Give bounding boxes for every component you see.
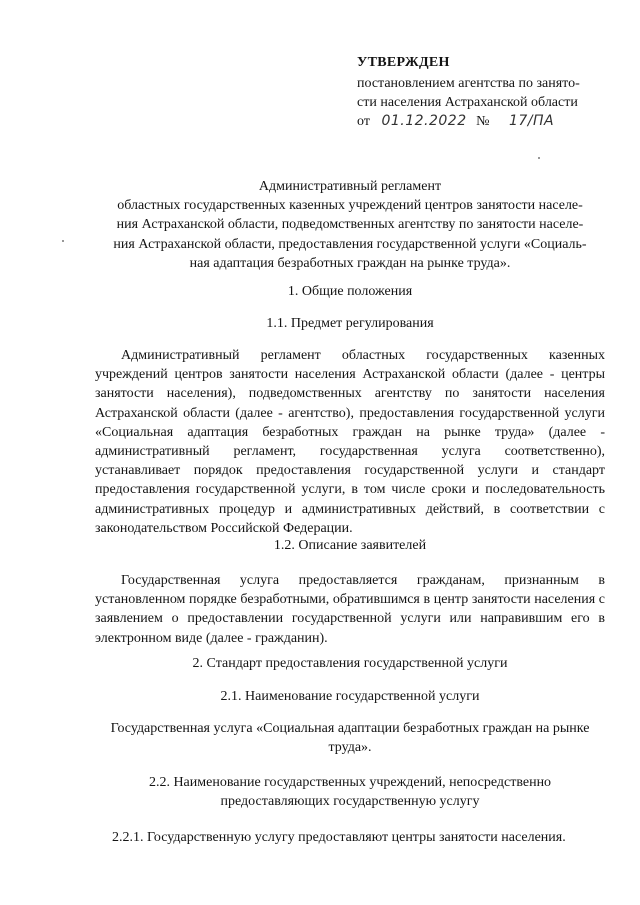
document-title-line-5: ная адаптация безработных граждан на рынке труда». xyxy=(189,255,511,271)
approval-date: 01.12.2022 xyxy=(381,113,467,129)
document-title-line-3: ния Астраханской области, подведомственных агентству по занятости населе- xyxy=(116,217,584,233)
document-title xyxy=(95,177,605,273)
paragraph-providers: 2.2.1. Государственную услугу предоставляют центры занятости населения. xyxy=(112,830,566,845)
scan-speck xyxy=(538,157,540,159)
approval-number-sign: № xyxy=(476,114,490,129)
approval-line-2: сти населения Астраханской области xyxy=(357,95,578,110)
paragraph-service-name: Государственная услуга «Социальная адаптации безработных граждан на рынке труда». xyxy=(110,721,590,756)
section-2-heading: 2. Стандарт предоставления государственной услуги xyxy=(192,656,508,671)
approval-number: 17/ПА xyxy=(508,113,555,129)
approval-stamp xyxy=(357,53,617,131)
approval-date-prefix: от xyxy=(357,114,370,129)
scan-speck xyxy=(62,240,64,242)
approval-date-line xyxy=(357,112,617,131)
document-title-line-4: ния Астраханской области, предоставления государственной услуги «Социаль- xyxy=(113,236,587,252)
section-1-2-heading: 1.2. Описание заявителей xyxy=(273,538,427,553)
approval-title: УТВЕРЖДЕН xyxy=(357,55,450,70)
paragraph-applicants: Государственная услуга предоставляется гражданам, признанным в установленном порядке безработными, обратившимся в центр занятости населения с заявлением о предоставлении государственной услуги или направившим его в электронном виде (далее - гражданин). xyxy=(95,573,605,646)
document-title-line-2: областных государственных казенных учреждений центров занятости населе- xyxy=(117,198,583,214)
section-1-heading: 1. Общие положения xyxy=(287,284,413,299)
document-title-line-1: Административный регламент xyxy=(258,179,442,194)
section-2-2-heading: 2.2. Наименование государственных учреждений, непосредственно предоставляющих государственную услугу xyxy=(148,775,552,809)
section-2-1-heading: 2.1. Наименование государственной услуги xyxy=(220,689,480,704)
paragraph-subject: Административный регламент областных государственных казенных учреждений центров занятости населения Астраханской области (далее - центры занятости населения), подведомственных агентству по занятости населения Астраханской области (далее - агентство), предоставления государственной услуги «Социальная адаптация безработных граждан на рынке труда» (далее - административный регламент, государственная услуга соответственно), устанавливает порядок предоставления государственной услуги и стандарт предоставления государственной услуги, в том числе сроки и последовательность административных процедур и административных действий, в соответствии с законодательством Российской Федерации. xyxy=(95,348,605,536)
approval-line-1: постановлением агентства по занято- xyxy=(357,76,580,91)
section-1-1-heading: 1.1. Предмет регулирования xyxy=(266,316,434,331)
